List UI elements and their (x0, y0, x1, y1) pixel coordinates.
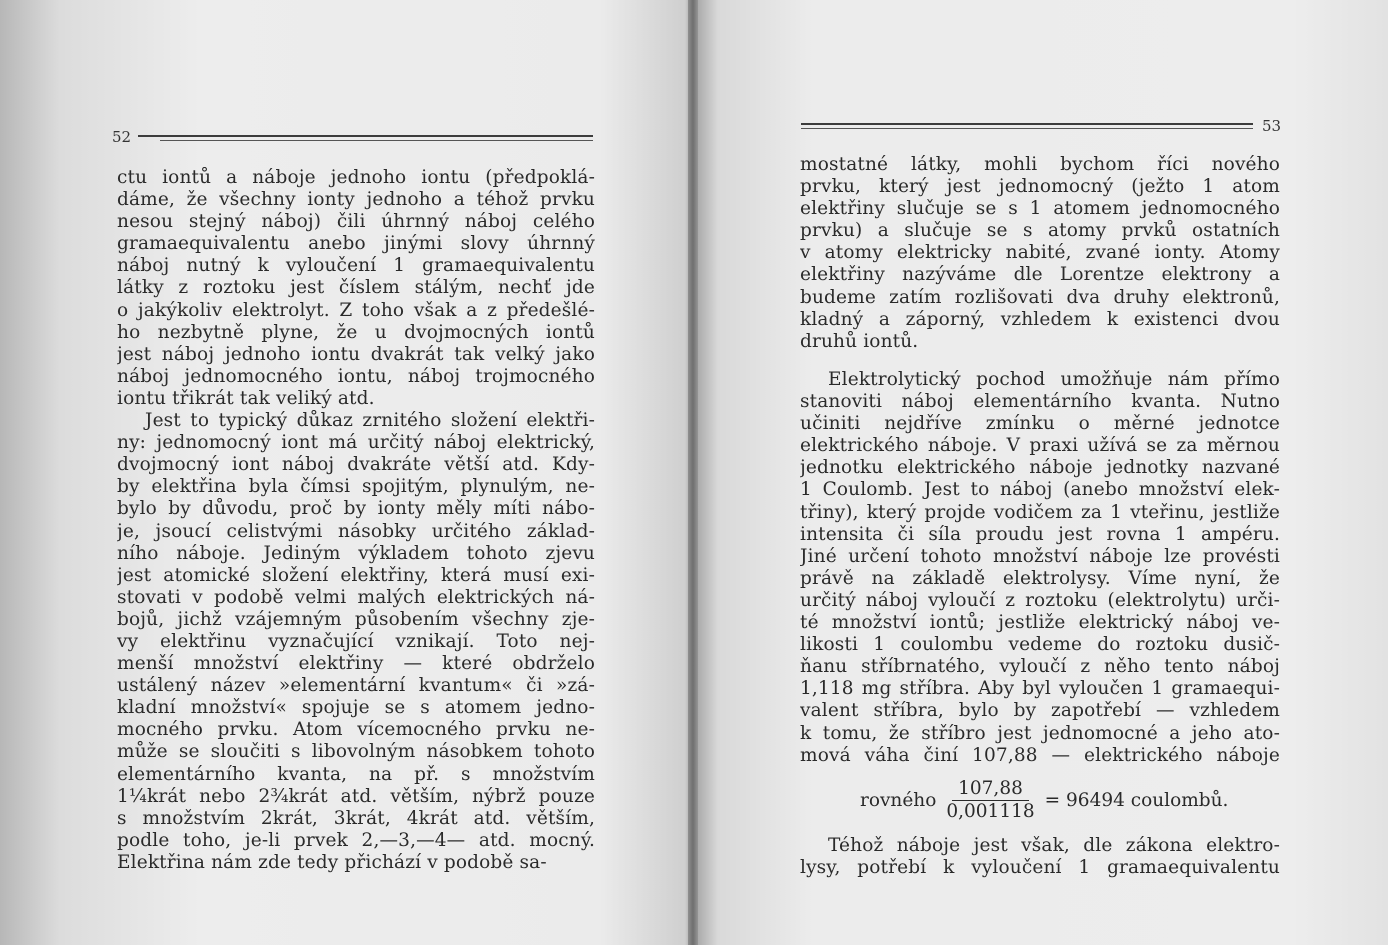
text-line: by elektřina byla čímsi spojitým, plynulým, ne- (117, 476, 595, 498)
right-header-rule-2 (801, 128, 1253, 129)
text-line: náboj jednomocného iontu, náboj trojmocného (117, 365, 595, 387)
text-line: k tomu, že stříbro jest jednomocné a jeho ato- (800, 722, 1280, 744)
right-paragraph-1 (800, 154, 1280, 353)
text-line: kladní množství« spojuje se s atomem jedno- (117, 697, 595, 719)
text-line: právě na základě elektrolysy. Víme nyní, že (800, 567, 1280, 589)
text-line: 1,118 mg stříbra. Aby byl vyloučen 1 gramaequi- (800, 678, 1280, 700)
right-header-rule (801, 123, 1253, 125)
text-line: s množstvím 2krát, 3krát, 4krát atd. větším, (117, 807, 595, 829)
text-line: učiniti nejdříve zmínku o měrné jednotce (800, 413, 1280, 435)
text-line: bojů, jichž vzájemným působením všechny zje- (117, 608, 595, 630)
text-line: elementárního kvanta, na př. s množstvím (117, 763, 595, 785)
text-line: jednotku elektrického náboje jednotky nazvané (800, 457, 1280, 479)
text-line: stanoviti náboj elementárního kvanta. Nutno (800, 391, 1280, 413)
text-line: jest náboj jednoho iontu dvakrát tak velký jako (117, 343, 595, 365)
text-line: mocného prvku. Atom vícemocného prvku ne- (117, 719, 595, 741)
text-line: iontu třikrát tak veliký atd. (117, 387, 375, 409)
text-line: 1 Coulomb. Jest to náboj (anebo množství elek- (800, 479, 1280, 501)
formula-numerator: 107,88 (952, 778, 1029, 801)
formula-suffix: = 96494 coulombů. (1044, 790, 1229, 811)
text-line: elektrického náboje. V praxi užívá se za měrnou (800, 435, 1280, 457)
text-line: 1¼krát nebo 2¾krát atd. větším, nýbrž pouze (117, 785, 595, 807)
text-line: bylo by důvodu, proč by ionty měly míti nábo- (117, 498, 595, 520)
coulomb-formula (860, 778, 1228, 823)
text-line: kladný a záporný, vzhledem k existenci dvou (800, 308, 1280, 330)
text-line: likosti 1 coulombu vedeme do roztoku dusič- (800, 634, 1280, 656)
text-line: druhů iontů. (800, 330, 919, 352)
text-line: menší množství elektřiny — které obdrželo (117, 653, 595, 675)
text-line: elektřiny slučuje se s 1 atomem jednomocného (800, 198, 1280, 220)
text-line: o jakýkoliv elektrolyt. Z toho však a z předešlé- (117, 299, 595, 321)
text-line: mová váha činí 107,88 — elektrického náboje (800, 744, 1280, 766)
text-line: intensita či síla proudu jest rovna 1 ampéru. (800, 523, 1280, 545)
right-paragraph-2 (800, 369, 1280, 767)
text-line: Jiné určení tohoto množství náboje lze provésti (800, 545, 1280, 567)
text-line: látky z roztoku jest číslem stálým, nechť jde (117, 277, 595, 299)
text-line: ňanu stříbrnatého, vyloučí z něho tento náboj (800, 656, 1280, 678)
text-line: jest atomické složení elektřiny, která musí exi- (117, 564, 595, 586)
text-line: elektřiny nazýváme dle Lorentze elektrony a (800, 264, 1280, 286)
text-line: náboj nutný k vyloučení 1 gramaequivalentu (117, 255, 595, 277)
text-line: v atomy elektricky nabité, zvané ionty. Atomy (800, 242, 1280, 264)
text-line: valent stříbra, bylo by zapotřebí — vzhledem (800, 700, 1280, 722)
text-line: ctu iontů a náboje jednoho iontu (předpoklá- (117, 167, 595, 188)
formula-fraction (940, 778, 1040, 823)
text-line: podle toho, je-li prvek 2,—3,—4— atd. mocný. (117, 829, 595, 851)
text-line: nesou stejný náboj) čili úhrnný náboj celého (117, 211, 595, 233)
left-page-number: 52 (112, 128, 132, 146)
text-line: Elektřina nám zde tedy přichází v podobě sa- (117, 851, 547, 873)
formula-prefix: rovného (860, 790, 937, 811)
book-gutter (688, 0, 698, 945)
text-line: dvojmocný iont náboj dvakráte větší atd. Kdy- (117, 454, 595, 476)
right-paragraph-3 (800, 835, 1280, 879)
text-line: vy elektřinu vyznačující vznikají. Toto nej- (117, 630, 595, 652)
right-page-number: 53 (1262, 117, 1282, 135)
text-line: gramaequivalentu anebo jinými slovy úhrnný (117, 233, 595, 255)
left-header-rule-2 (160, 140, 593, 141)
text-line: určitý náboj vyloučí z roztoku (elektrolytu) urči- (800, 589, 1280, 611)
left-header-rule (138, 135, 593, 137)
text-line: lysy, potřebí k vyloučení 1 gramaequivalentu (800, 857, 1280, 879)
text-line: prvku, který jest jednomocný (ježto 1 atom (800, 176, 1280, 198)
text-line: může se sloučiti s libovolným násobkem tohoto (117, 741, 595, 763)
text-line: ho nezbytně plyne, že u dvojmocných iontů (117, 321, 595, 343)
text-line: mostatné látky, mohli bychom říci nového (800, 154, 1280, 175)
text-line: třiny), který projde vodičem za 1 vteřinu, jestliže (800, 501, 1280, 523)
text-line: ustálený název »elementární kvantum« či »zá- (117, 675, 595, 697)
text-line: ního náboje. Jediným výkladem tohoto zjevu (117, 542, 595, 564)
text-line: je, jsoucí celistvými násobky určitého základ- (117, 520, 595, 542)
text-line: budeme zatím rozlišovati dva druhy elektronů, (800, 286, 1280, 308)
text-line: stovati v podobě velmi malých elektrických ná- (117, 586, 595, 608)
text-line: Jest to typický důkaz zrnitého složení elektři- (145, 410, 595, 432)
text-line: Téhož náboje jest však, dle zákona elektro- (828, 835, 1280, 856)
text-line: Elektrolytický pochod umožňuje nám přímo (828, 369, 1280, 390)
text-line: ny: jednomocný iont má určitý náboj elektrický, (117, 432, 595, 454)
text-line: prvku) a slučuje se s atomy prvků ostatních (800, 220, 1280, 242)
formula-denominator: 0,001118 (946, 801, 1035, 822)
left-page-text (117, 167, 595, 874)
text-line: té množství iontů; jestliže elektrický náboj ve- (800, 612, 1280, 634)
text-line: dáme, že všechny ionty jednoho a téhož prvku (117, 189, 595, 211)
